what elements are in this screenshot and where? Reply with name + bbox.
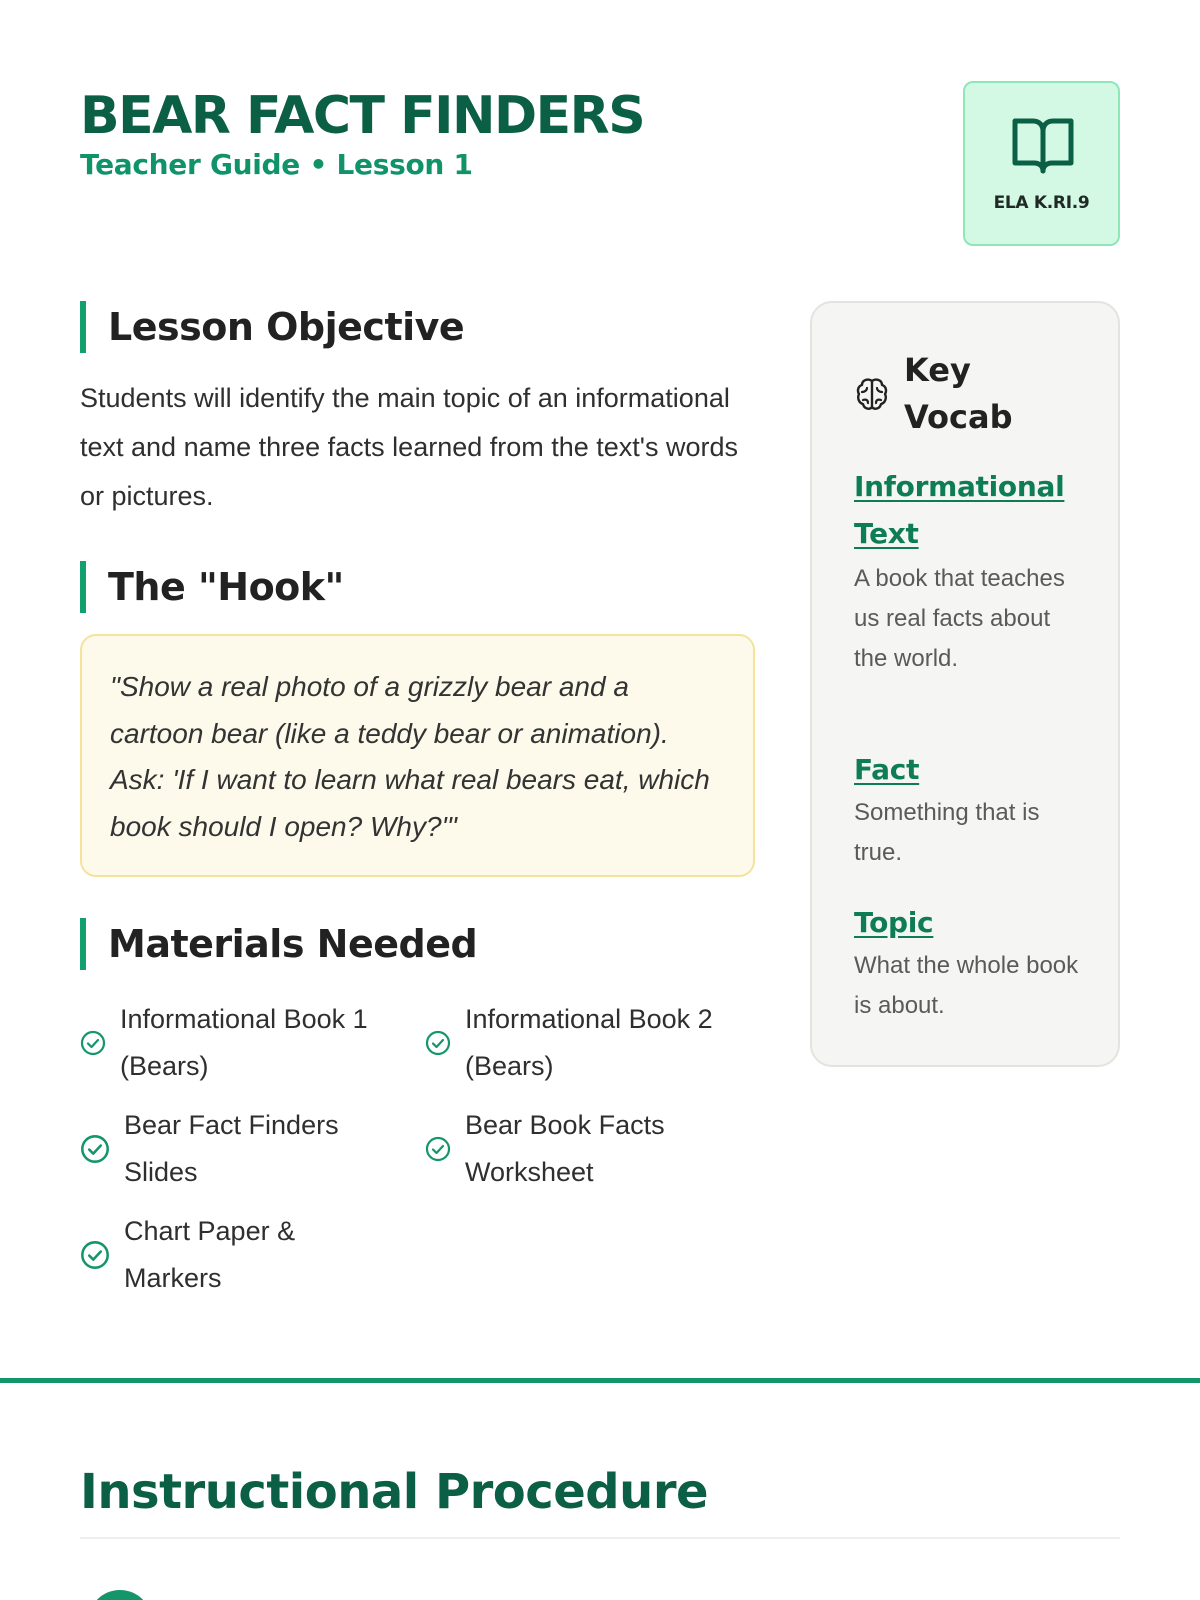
page-subtitle: Teacher Guide • Lesson 1 (80, 148, 473, 181)
procedure-rule (80, 1537, 1120, 1539)
check-circle-icon (425, 1030, 451, 1056)
vocab-term-informational-text[interactable]: Informational Text (854, 470, 1065, 550)
check-circle-icon (80, 1030, 106, 1056)
vocab-definition: Something that is true. (854, 799, 1040, 866)
vocab-term-fact[interactable]: Fact (854, 753, 920, 786)
vocab-definition: What the whole book is about. (854, 952, 1079, 1019)
vocab-term-topic[interactable]: Topic (854, 906, 934, 939)
hook-text: "Show a real photo of a grizzly bear and a cartoon bear (like a teddy bear or animation). Ask: 'If I want to learn what real bears eat, which book should I open? Why?'" (110, 671, 710, 842)
material-label: Informational Book 1 (Bears) (120, 1004, 368, 1081)
objective-heading: Lesson Objective (80, 301, 464, 353)
objective-text: Students will identify the main topic of an informational text and name three facts learned from the text's words or pictures. (80, 383, 738, 511)
hook-heading: The "Hook" (80, 561, 344, 613)
check-circle-icon (80, 1134, 110, 1164)
check-circle-icon (80, 1240, 110, 1270)
vocab-definition: A book that teaches us real facts about the world. (854, 565, 1065, 672)
section-divider (0, 1378, 1200, 1383)
procedure-title: Instructional Procedure (80, 1464, 709, 1520)
material-item (425, 996, 755, 1090)
check-circle-icon (425, 1136, 451, 1162)
materials-heading: Materials Needed (80, 918, 477, 970)
vocab-title: Key Vocab (904, 351, 1013, 436)
material-label: Informational Book 2 (Bears) (465, 1004, 713, 1081)
standard-label: ELA K.RI.9 (993, 193, 1090, 213)
brain-icon (854, 376, 890, 412)
material-item (425, 1102, 725, 1196)
lesson-header (80, 86, 644, 181)
material-label: Bear Fact Finders Slides (124, 1110, 339, 1187)
page-title: BEAR FACT FINDERS (80, 86, 645, 146)
step-number-badge (88, 1590, 152, 1600)
hook-callout (80, 634, 755, 877)
vocab-header (854, 347, 1054, 441)
vocab-card (810, 301, 1120, 1067)
material-item (80, 996, 410, 1090)
material-item (80, 1208, 380, 1302)
material-item (80, 1102, 380, 1196)
material-label: Chart Paper & Markers (124, 1216, 296, 1293)
material-label: Bear Book Facts Worksheet (465, 1110, 665, 1187)
open-book-icon (1011, 115, 1075, 175)
standard-badge (963, 81, 1120, 246)
